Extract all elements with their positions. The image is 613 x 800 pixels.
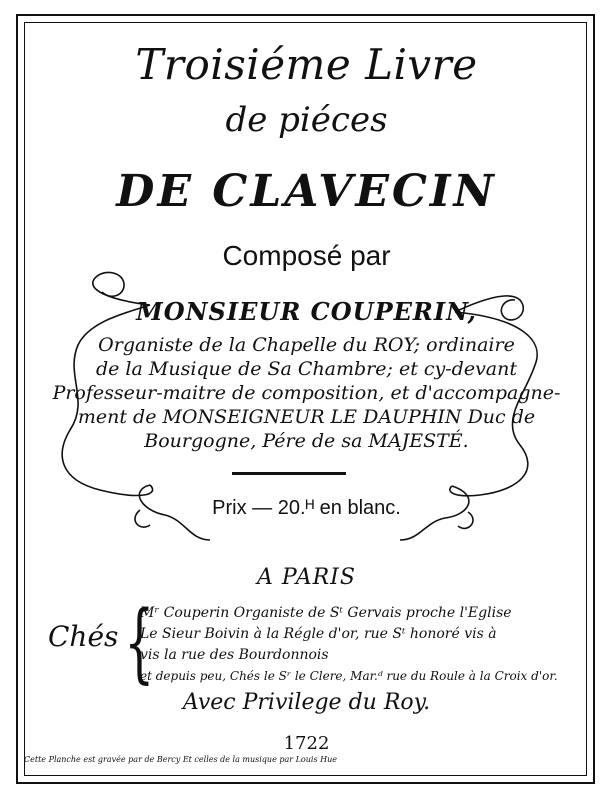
title-line-2: de piéces xyxy=(225,100,388,140)
price: Prix — 20.ᴴ en blanc. xyxy=(212,497,401,519)
seller-line: et depuis peu, Chés le Sʳ le Clere, Mar.ᵈ rue du Roule à la Croix d'or. xyxy=(140,669,558,683)
description-line: Bourgogne, Pére de sa MAJESTÉ. xyxy=(144,430,469,452)
seller-line: Mʳ Couperin Organiste de Sᵗ Gervais proche l'Eglise xyxy=(140,605,512,621)
city: A PARIS xyxy=(257,565,356,590)
brace-icon: { xyxy=(124,593,155,693)
seller-line: vis la rue des Bourdonnois xyxy=(140,647,329,663)
composer-name: MONSIEUR COUPERIN, xyxy=(136,297,477,326)
compose-label: Composé par xyxy=(222,240,391,271)
sellers-addresses xyxy=(140,603,558,687)
seller-line: Le Sieur Boivin à la Régle d'or, rue Sᵗ honoré vis à xyxy=(140,626,497,642)
title-line-1: Troisiéme Livre xyxy=(135,40,478,89)
privilege: Avec Privilege du Roy. xyxy=(182,690,431,715)
description-line: de la Musique de Sa Chambre; et cy-devant xyxy=(95,358,518,380)
sellers-label: Chés xyxy=(48,620,119,653)
description-line: Organiste de la Chapelle du ROY; ordinaire xyxy=(98,334,515,356)
composer-description xyxy=(0,333,613,453)
engraver-note: Cette Planche est gravée par de Bercy Et celles de la musique par Louis Hue xyxy=(24,755,337,764)
divider-rule xyxy=(232,472,346,475)
description-line: Professeur-maitre de composition, et d'accompagne- xyxy=(52,382,561,404)
year: 1722 xyxy=(283,733,330,754)
description-line: ment de MONSEIGNEUR LE DAUPHIN Duc de xyxy=(77,406,536,428)
title-line-3: DE CLAVECIN xyxy=(116,166,497,217)
